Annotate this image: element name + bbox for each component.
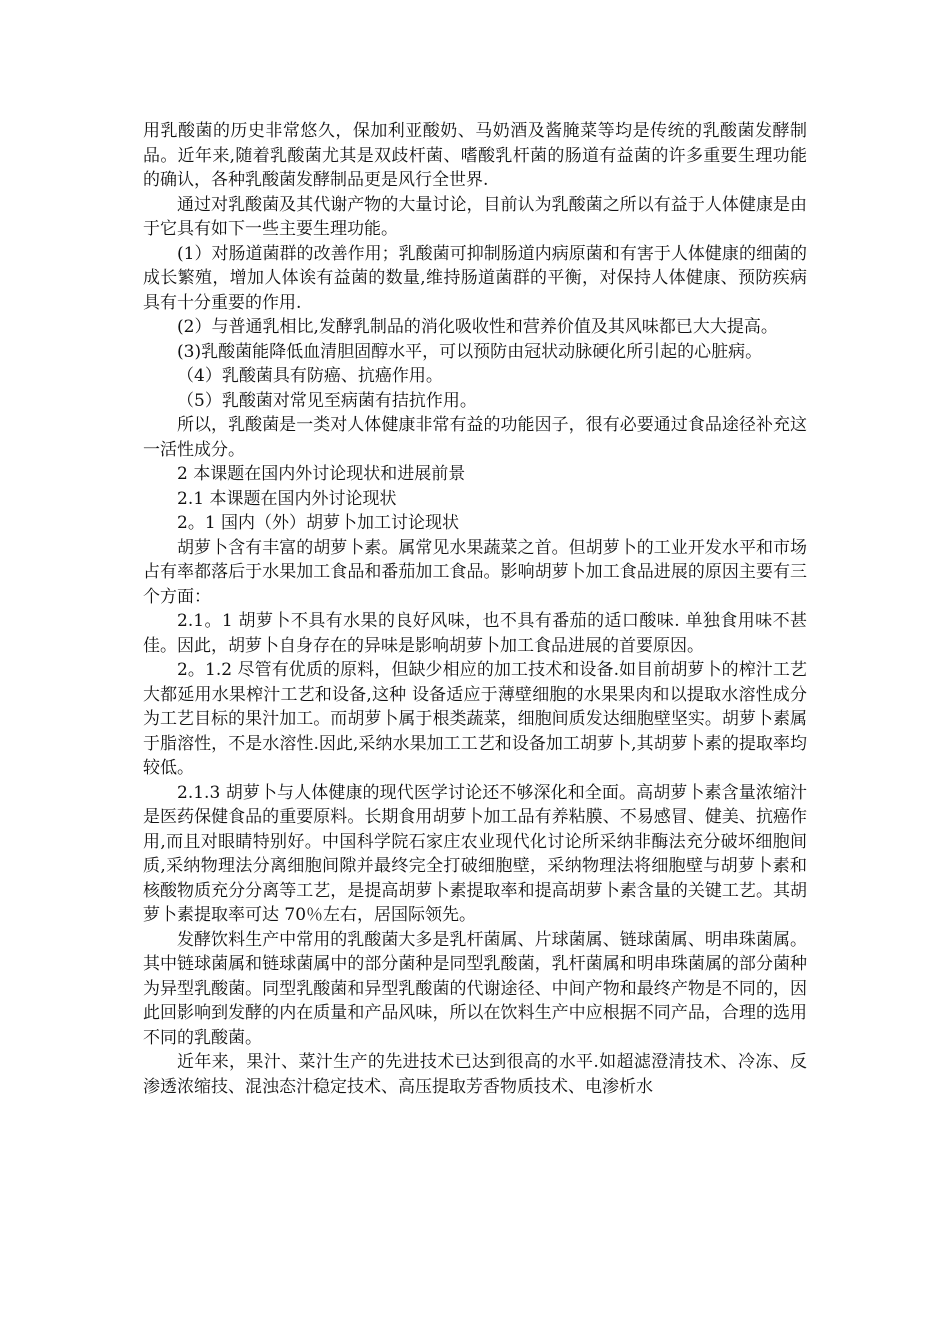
paragraph-function-4: （4）乳酸菌具有防癌、抗癌作用。	[177, 366, 443, 386]
section-heading-2: 2 本课题在国内外讨论现状和进展前景	[177, 464, 466, 484]
paragraph-function-1: (1）对肠道菌群的改善作用；乳酸菌可抑制肠道内病原菌和有害于人体健康的细菌的成长繁殖，增加人体诶有益菌的数量,维持肠道菌群的平衡，对保持人体健康、预防疾病具有十分重要的作用.	[143, 243, 807, 313]
paragraph-function-5: （5）乳酸菌对常见至病菌有拮抗作用。	[177, 390, 477, 411]
section-heading-2-1: 2.1 本课题在国内外讨论现状	[177, 488, 397, 509]
paragraph-function-2: (2）与普通乳相比,发酵乳制品的消化吸收性和营养价值及其风味都已大大提高。	[177, 317, 778, 337]
paragraph-conclusion: 所以，乳酸菌是一类对人体健康非常有益的功能因子，很有必要通过食品途径补充这一活性成分。	[143, 415, 807, 460]
paragraph-functions-lead: 通过对乳酸菌及其代谢产物的大量讨论，目前认为乳酸菌之所以有益于人体健康是由于它具有如下一些主要生理功能。	[143, 194, 807, 239]
paragraph-lactic-bacteria: 发酵饮料生产中常用的乳酸菌大多是乳杆菌属、片球菌属、链球菌属、明串珠菌属。其中链球菌属和链球菌属中的部分菌种是同型乳酸菌，乳杆菌属和明串珠菌属的部分菌种为异型乳酸菌。同型乳酸菌和异型乳酸菌的代谢途径、中间产物和最终产物是不同的，因此回影响到发酵的内在质量和产品风味，所以在饮料生产中应根据不同产品，合理的选用不同的乳酸菌。	[143, 929, 807, 1048]
document-page	[143, 119, 807, 1099]
paragraph-2-1-1: 2.1。1 胡萝卜不具有水果的良好风味，也不具有番茄的适口酸味. 单独食用味不甚佳。因此，胡萝卜自身存在的异味是影响胡萝卜加工食品进展的首要原因。	[143, 611, 807, 656]
section-heading-2-1-1: 2。1 国内（外）胡萝卜加工讨论现状	[177, 513, 460, 533]
paragraph-intro: 用乳酸菌的历史非常悠久，保加利亚酸奶、马奶酒及酱腌菜等均是传统的乳酸菌发酵制品。近年来,随着乳酸菌尤其是双歧杆菌、嗜酸乳杆菌的肠道有益菌的许多重要生理功能的确认，各种乳酸菌发酵制品更是风行全世界.	[143, 121, 807, 190]
paragraph-carrot-intro: 胡萝卜含有丰富的胡萝卜素。属常见水果蔬菜之首。但胡萝卜的工业开发水平和市场占有率都落后于水果加工食品和番茄加工食品。影响胡萝卜加工食品进展的原因主要有三个方面：	[143, 537, 807, 607]
paragraph-2-1-3: 2.1.3 胡萝卜与人体健康的现代医学讨论还不够深化和全面。高胡萝卜素含量浓缩汁是医药保健食品的重要原料。长期食用胡萝卜加工品有养粘膜、不易感冒、健美、抗癌作用,而且对眼睛特别好。中国科学院石家庄农业现代化讨论所采纳非酶法充分破坏细胞间质,采纳物理法分离细胞间隙并最终完全打破细胞壁，采纳物理法将细胞壁与胡萝卜素和核酸物质充分分离等工艺，是提高胡萝卜素提取率和提高胡萝卜素含量的关键工艺。其胡萝卜素提取率可达 70％左右，居国际领先。	[143, 782, 807, 925]
paragraph-2-1-2: 2。1.2 尽管有优质的原料，但缺少相应的加工技术和设备.如目前胡萝卜的榨汁工艺大都延用水果榨汁工艺和设备,这种 设备适应于薄壁细胞的水果果肉和以提取水溶性成分为工艺目标的果汁加工。而胡萝卜属于根类蔬菜，细胞间质发达细胞壁坚实。胡萝卜素属于脂溶性，不是水溶性.因此,采纳水果加工工艺和设备加工胡萝卜,其胡萝卜素的提取率均较低。	[143, 660, 807, 778]
paragraph-function-3: (3)乳酸菌能降低血清胆固醇水平，可以预防由冠状动脉硬化所引起的心脏病。	[177, 341, 763, 362]
paragraph-recent-tech: 近年来，果汁、菜汁生产的先进技术已达到很高的水平.如超滤澄清技术、冷冻、反渗透浓缩技、混浊态汁稳定技术、高压提取芳香物质技术、电渗析水	[143, 1052, 807, 1097]
